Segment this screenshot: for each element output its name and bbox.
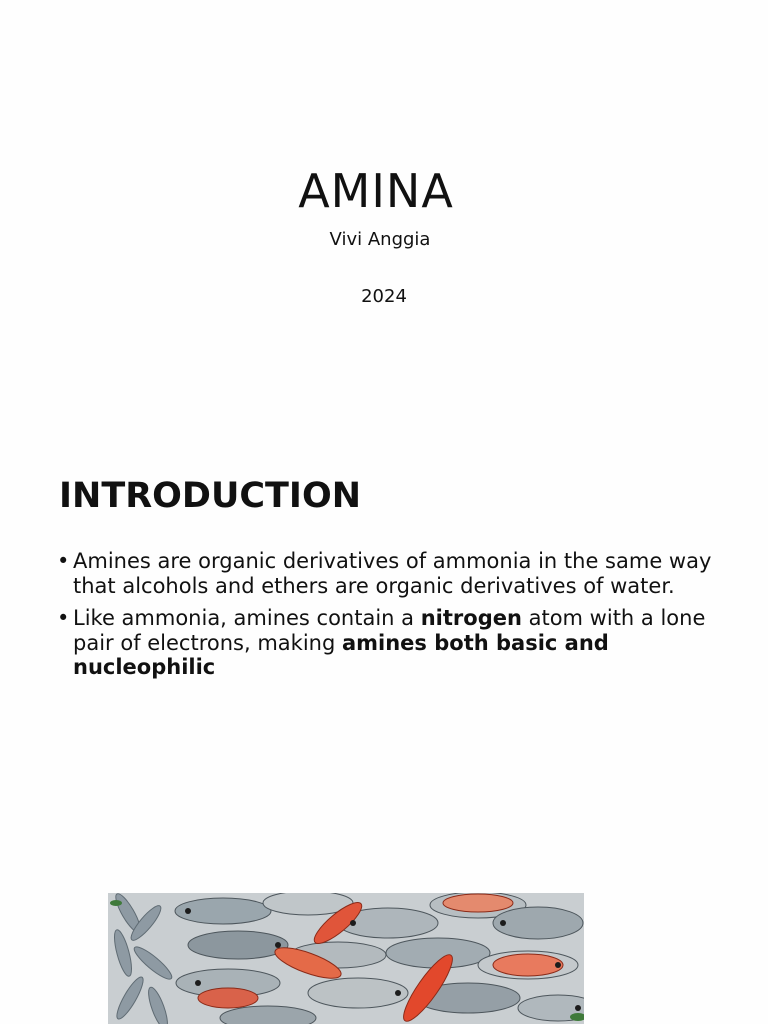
author-name: Vivi Anggia [329,229,431,250]
title-slide [0,0,768,430]
fish-photo [108,893,584,1024]
introduction-slide [0,430,768,1024]
section-heading: INTRODUCTION [59,476,361,516]
bullet-list [57,549,717,688]
presentation-title: AMINA [298,164,454,218]
bullet-text: Amines are organic derivatives of ammonia in the same way that alcohols and ethers are organic derivatives of water. [73,549,712,598]
bullet-text: atom with a lone pair of electrons, making [73,606,706,655]
fish-photo-icon [108,893,584,1024]
bullet-item [57,549,717,598]
bullet-text: Like ammonia, amines contain a [73,606,421,630]
bullet-item [57,606,717,680]
bullet-emphasis: nitrogen [420,606,522,630]
bullet-emphasis: amines both basic and nucleophilic [73,630,609,679]
presentation-year: 2024 [361,286,407,307]
